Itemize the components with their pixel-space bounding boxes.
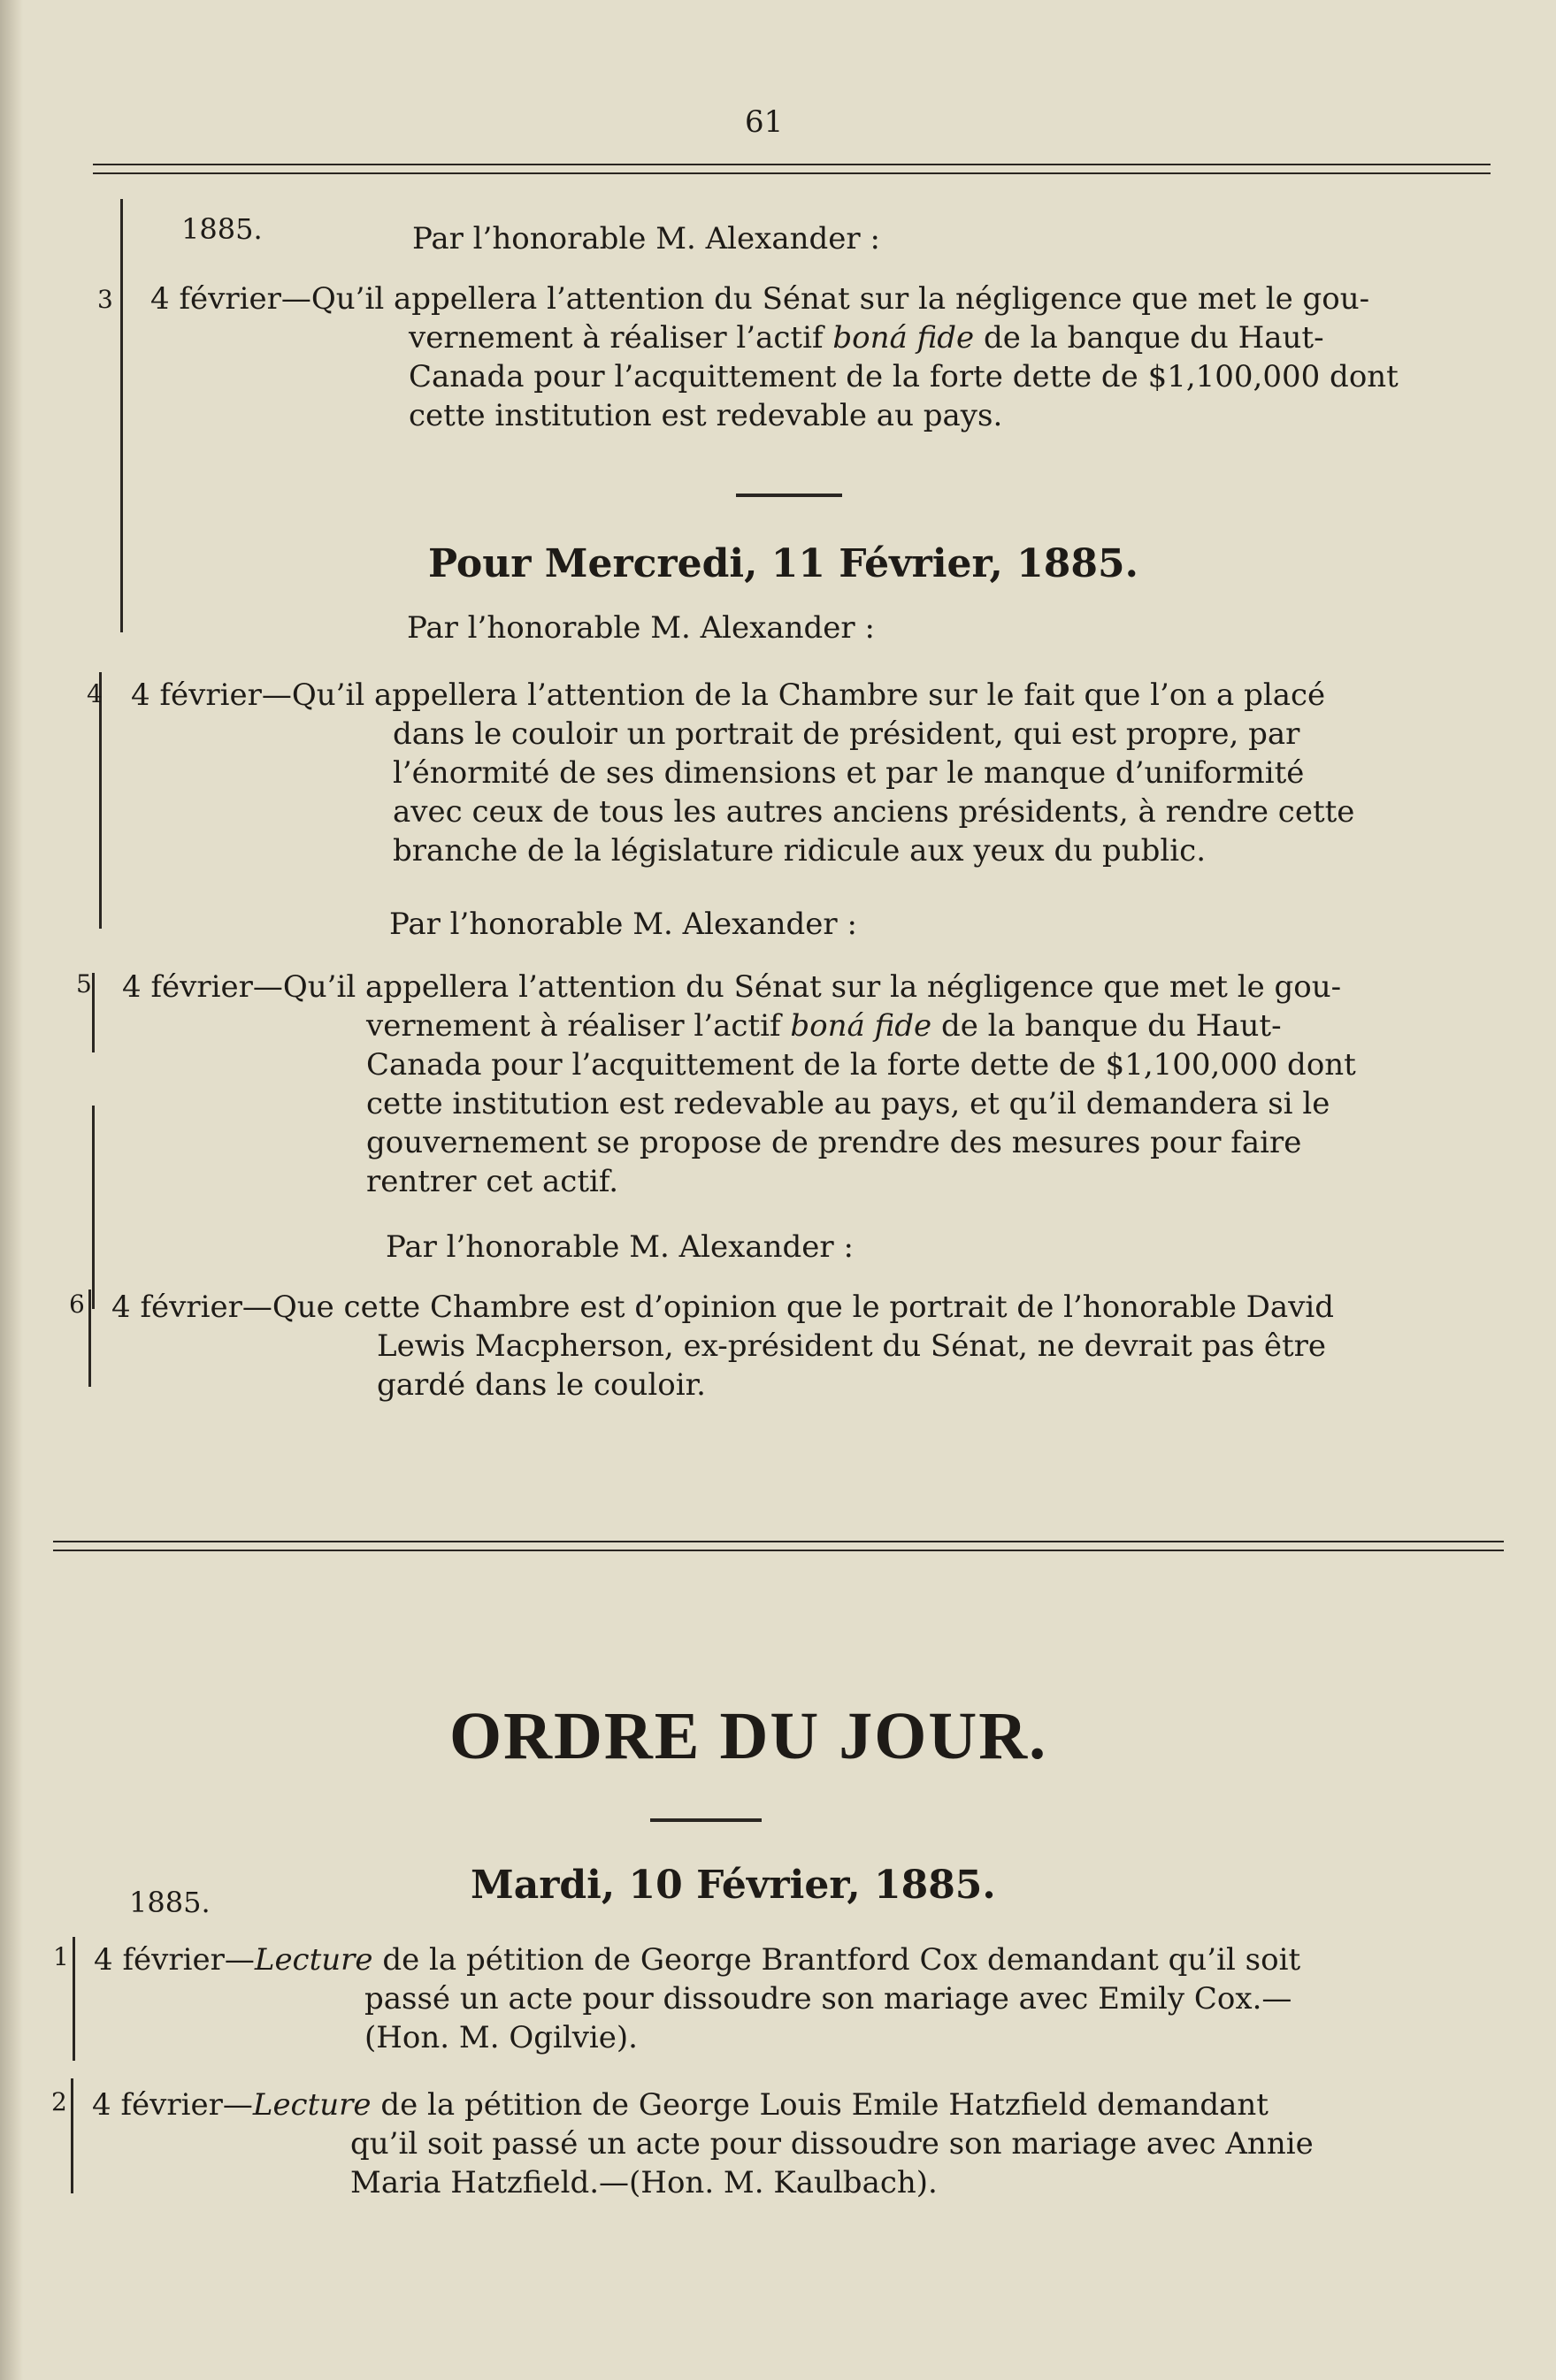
entry-date: 4 février— [150, 281, 311, 317]
entry-text-line: vernement à réaliser l’actif [366, 1008, 791, 1044]
by-line: Par l’honorable M. Alexander : [412, 221, 880, 256]
entry-text-line: (Hon. M. Ogilvie). [364, 2020, 638, 2055]
motion-entry [111, 1288, 1421, 1404]
entry-text-line: Qu’il appellera l’attention du Sénat sur la négligence que met le gou- [310, 281, 1370, 317]
italic-phrase: boná fide [790, 1008, 932, 1044]
entry-number: 4 [87, 679, 103, 708]
entry-text-line: qu’il soit passé un acte pour dissoudre son mariage avec Annie [350, 2126, 1314, 2162]
entry-date: 4 février— [122, 969, 283, 1005]
entry-date: 4 février— [92, 2087, 253, 2123]
margin-vertical-line [92, 973, 95, 1052]
margin-vertical-line [88, 1289, 91, 1387]
entry-text-line: Que cette Chambre est d’opinion que le portrait de l’honorable David [272, 1289, 1335, 1325]
entry-text-line: l’énormité de ses dimensions et par le manque d’uniformité [393, 755, 1305, 791]
entry-text-line: rentrer cet actif. [366, 1164, 619, 1199]
margin-vertical-line [99, 672, 102, 929]
entry-number: 3 [97, 285, 113, 314]
entry-text-line: cette institution est redevable au pays, et qu’il demandera si le [366, 1086, 1330, 1121]
motion-entry [122, 968, 1414, 1201]
motion-entry [131, 676, 1422, 870]
entry-text-line: de la banque du Haut- [974, 320, 1324, 356]
entry-text-line: vernement à réaliser l’actif [409, 320, 833, 356]
entry-text-line: Lewis Macpherson, ex-président du Sénat, ne devrait pas être [377, 1328, 1326, 1364]
entry-text-line: Canada pour l’acquittement de la forte dette de $1,100,000 dont [366, 1047, 1356, 1083]
italic-phrase: Lecture [252, 2087, 372, 2123]
italic-phrase: boná fide [832, 320, 975, 356]
entry-number: 1 [53, 1942, 69, 1971]
page-number: 61 [745, 104, 784, 140]
entry-number: 2 [51, 2087, 67, 2116]
entry-text-line: gardé dans le couloir. [377, 1367, 706, 1403]
entry-text-line: branche de la législature ridicule aux yeux du public. [393, 833, 1207, 869]
entry-text-line: Qu’il appellera l’attention du Sénat sur la négligence que met le gou- [282, 969, 1342, 1005]
entry-text-line: Maria Hatzfield.—(Hon. M. Kaulbach). [350, 2165, 938, 2200]
entry-text-line: dans le couloir un portrait de président, qui est propre, par [393, 716, 1300, 752]
by-line: Par l’honorable M. Alexander : [389, 907, 857, 942]
entry-date: 4 février— [131, 677, 292, 713]
separator-rule [736, 494, 842, 497]
entry-text-line: de la banque du Haut- [931, 1008, 1282, 1044]
by-line: Par l’honorable M. Alexander : [407, 610, 875, 646]
reading-entry [94, 1940, 1421, 2057]
entry-text-line: Qu’il appellera l’attention de la Chambre sur le fait que l’on a placé [291, 677, 1326, 713]
year-label: 1885. [129, 1886, 211, 1919]
top-double-rule [93, 164, 1491, 174]
entry-number: 6 [69, 1289, 85, 1319]
margin-vertical-line [92, 1106, 95, 1309]
entry-text-line: gouvernement se propose de prendre des mesures pour faire [366, 1125, 1302, 1160]
reading-entry [92, 2085, 1437, 2202]
section-heading: Pour Mercredi, 11 Février, 1885. [428, 541, 1138, 586]
section-double-rule [53, 1541, 1504, 1551]
entry-text-line: Canada pour l’acquittement de la forte dette de $1,100,000 dont [409, 359, 1399, 394]
margin-vertical-line [73, 1937, 75, 2061]
entry-text-line: passé un acte pour dissoudre son mariage avec Emily Cox.— [364, 1981, 1292, 2016]
order-of-the-day-title: ORDRE DU JOUR. [449, 1699, 1048, 1773]
entry-text-line: de la pétition de George Brantford Cox demandant qu’il soit [372, 1942, 1301, 1978]
page-binding-edge [0, 0, 23, 2380]
by-line: Par l’honorable M. Alexander : [386, 1229, 854, 1265]
margin-vertical-line [71, 2078, 73, 2193]
separator-rule [650, 1818, 762, 1822]
section-heading: Mardi, 10 Février, 1885. [471, 1863, 996, 1908]
italic-phrase: Lecture [254, 1942, 373, 1978]
margin-vertical-line [120, 199, 123, 632]
entry-number: 5 [76, 969, 92, 999]
entry-date: 4 février— [111, 1289, 272, 1325]
year-label: 1885. [181, 212, 263, 246]
entry-text-line: avec ceux de tous les autres anciens présidents, à rendre cette [393, 794, 1355, 830]
entry-text-line: cette institution est redevable au pays. [409, 398, 1003, 433]
entry-text-line: de la pétition de George Louis Emile Hatzfield demandant [371, 2087, 1269, 2123]
motion-entry [150, 279, 1433, 435]
entry-date: 4 février— [94, 1942, 255, 1978]
